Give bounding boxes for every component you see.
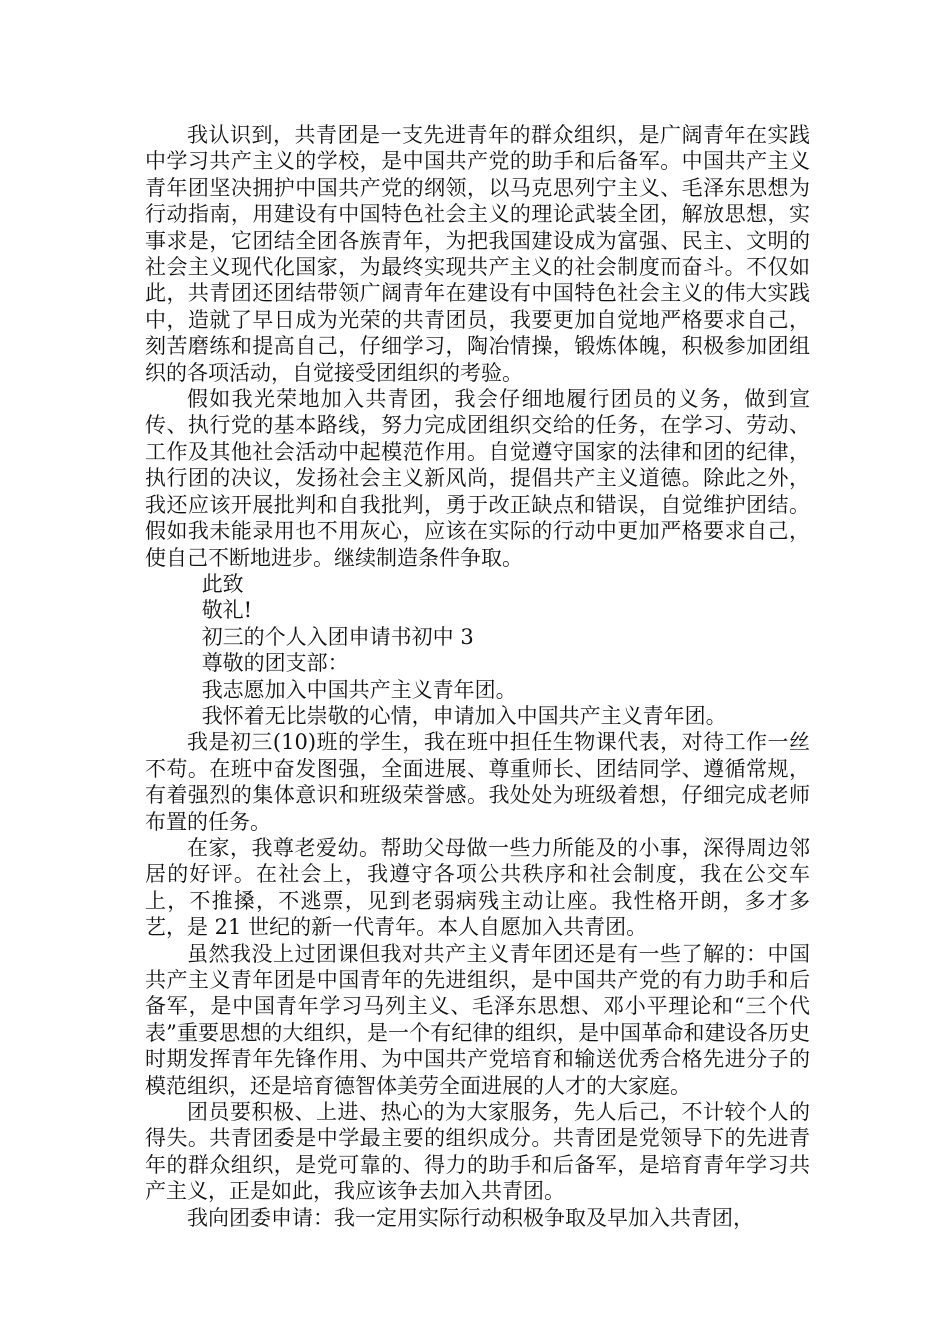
paragraph-understanding-league: 虽然我没上过团课但我对共产主义青年团还是有一些了解的：中国共产主义青年团是中国青年的先进组织，是中国共产党的有力助手和后备军，是中国青年学习马列主义、毛泽东思想、邓小平理论和“三个代表”重要思想的大组织，是一个有纪律的组织，是中国革命和建设各历史时期发挥青年先锋作用、为中国共产党培育和输送优秀合格先进分子的模范组织，还是培育德智体美劳全面进展的人才的大家庭。 xyxy=(145,941,810,1098)
paragraph-pledge: 假如我光荣地加入共青团，我会仔细地履行团员的义务，做到宣传、执行党的基本路线，努力完成团组织交给的任务，在学习、劳动、工作及其他社会活动中起模范作用。自觉遵守国家的法律和团的纪律，执行团的决议，发扬社会主义新风尚，提倡共产主义道德。除此之外，我还应该开展批判和自我批判，勇于改正缺点和错误，自觉维护团结。假如我未能录用也不用灰心，应该在实际的行动中更加严格要求自己，使自己不断地进步。继续制造条件争取。 xyxy=(145,387,810,570)
application-statement: 我志愿加入中国共产主义青年团。 xyxy=(201,677,517,702)
paragraph-member-duties: 团员要积极、上进、热心的为大家服务，先人后己，不计较个人的得失。共青团委是中学最主要的组织成分。共青团是党领导下的先进青年的群众组织，是党可靠的、得力的助手和后备军，是培育青年学习共产主义，正是如此，我应该争去加入共青团。 xyxy=(145,1100,810,1204)
document-page xyxy=(145,122,810,1231)
greeting: 尊敬的团支部： xyxy=(201,651,349,676)
paragraph-self-introduction: 我是初三(10)班的学生，我在班中担任生物课代表，对待工作一丝不苟。在班中奋发图强，全面进展、尊重师长、团结同学、遵循常规，有着强烈的集体意识和班级荣誉感。我处处为班级着想，仔细完成老师布置的任务。 xyxy=(145,730,810,834)
closing-respect: 敬礼! xyxy=(201,598,253,623)
paragraph-request: 我向团委申请：我一定用实际行动积极争取及早加入共青团， xyxy=(187,1205,754,1230)
section-title: 初三的个人入团申请书初中 3 xyxy=(201,624,474,649)
paragraph-understanding: 我认识到，共青团是一支先进青年的群众组织，是广阔青年在实践中学习共产主义的学校，是中国共产党的助手和后备军。中国共产主义青年团坚决拥护中国共产党的纲领，以马克思列宁主义、毛泽东思想为行动指南，用建设有中国特色社会主义的理论武装全团，解放思想，实事求是，它团结全团各族青年，为把我国建设成为富强、民主、文明的社会主义现代化国家，为最终实现共产主义的社会制度而奋斗。不仅如此，共青团还团结带领广阔青年在建设有中国特色社会主义的伟大实践中，造就了早日成为光荣的共青团员，我要更加自觉地严格要求自己，刻苦磨练和提高自己，仔细学习，陶冶情操，锻炼体魄，积极参加团组织的各项活动，自觉接受团组织的考验。 xyxy=(145,123,810,385)
closing-salutation: 此致 xyxy=(201,571,244,596)
paragraph-home-society: 在家，我尊老爱幼。帮助父母做一些力所能及的小事，深得周边邻居的好评。在社会上，我遵守各项公共秩序和社会制度，我在公交车上，不推搡，不逃票，见到老弱病残主动让座。我性格开朗，多才多艺，是 21 世纪的新一代青年。本人自愿加入共青团。 xyxy=(145,835,810,940)
application-sentiment: 我怀着无比崇敬的心情，申请加入中国共产主义青年团。 xyxy=(201,703,727,728)
